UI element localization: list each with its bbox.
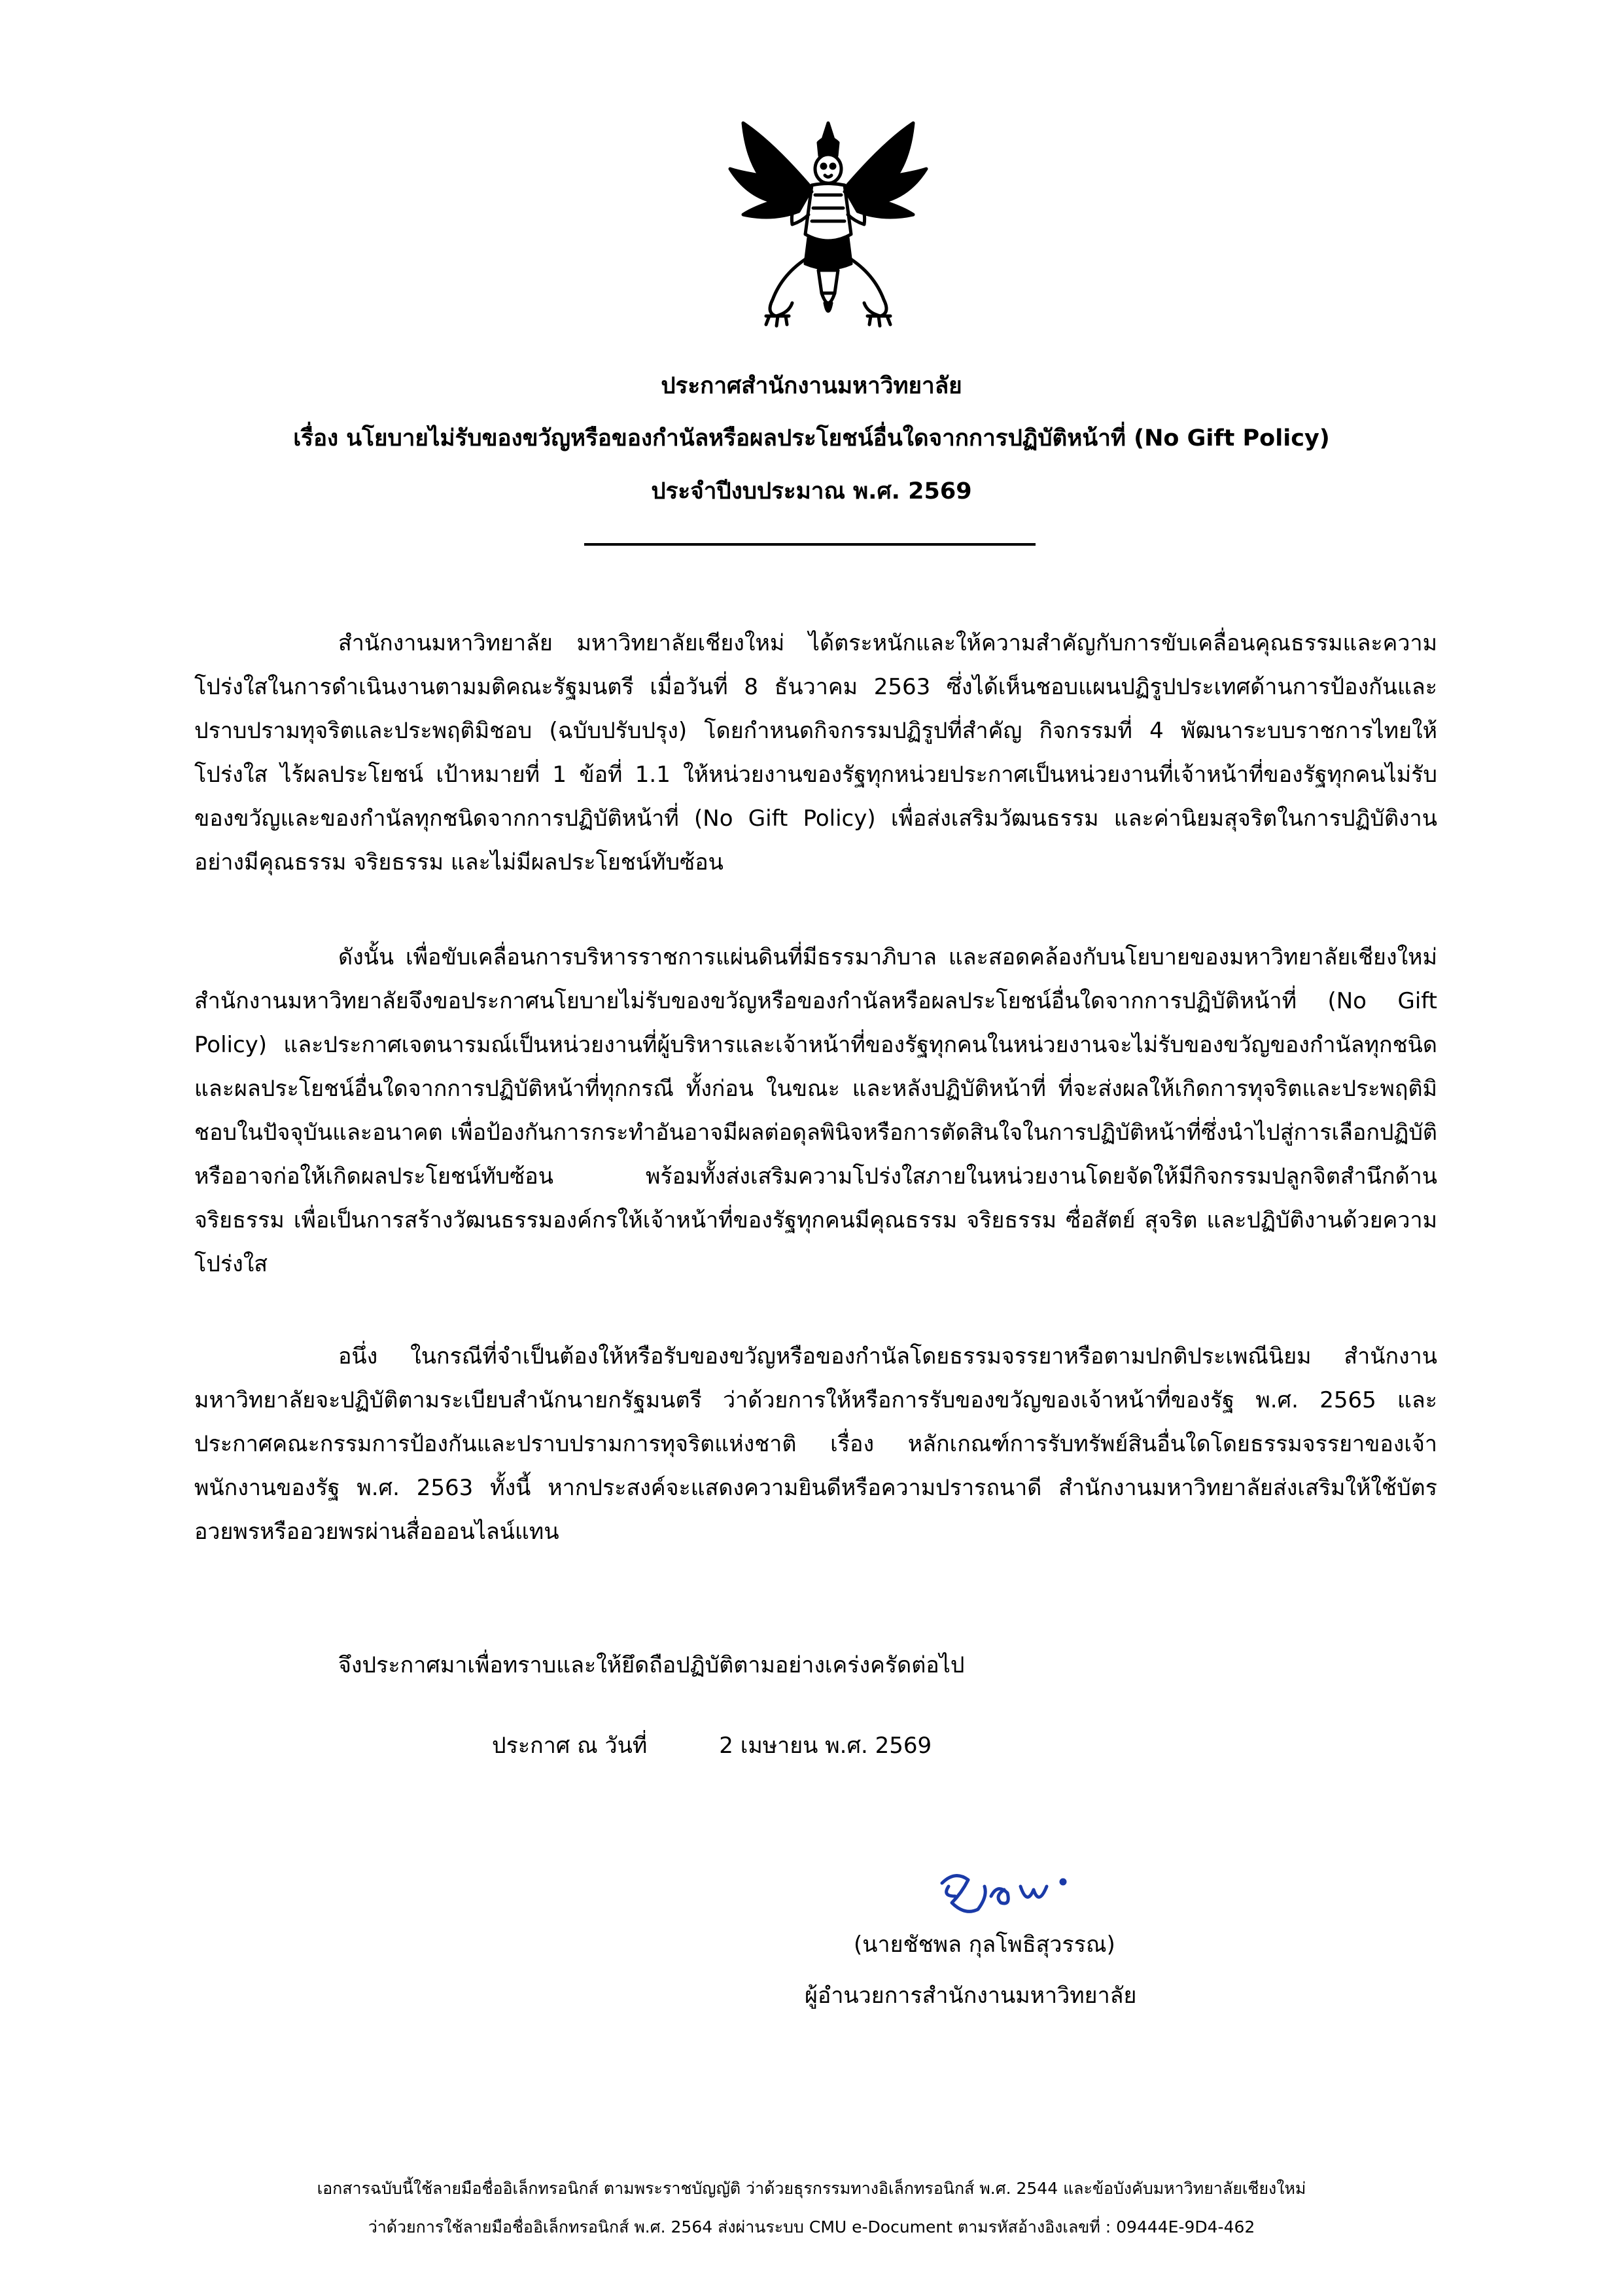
signer-name: (นายชัชพล กุลโพธิสุวรรณ) <box>854 1932 1115 1958</box>
announcement-label: ประกาศ ณ วันที่ <box>492 1733 648 1759</box>
body-paragraph-1: สำนักงานมหาวิทยาลัย มหาวิทยาลัยเชียงใหม่ ได้ตระหนักและให้ความสำคัญกับการขับเคลื่อนคุณธรรมและความโปร่งใสในการดำเนินงานตามมติคณะรัฐมนตรี เมื่อวันที่ 8 ธันวาคม 2563 ซึ่งได้เห็นชอบแผนปฏิรูปประเทศด้านการป้องกันและปราบปรามทุจริตและประพฤติมิชอบ (ฉบับปรับปรุง) โดยกำหนดกิจกรรมปฏิรูปที่สำคัญ กิจกรรมที่ 4 พัฒนาระบบราชการไทยให้โปร่งใส ไร้ผลประโยชน์ เป้าหมายที่ 1 ข้อที่ 1.1 ให้หน่วยงานของรัฐทุกหน่วยประกาศเป็นหน่วยงานที่เจ้าหน้าที่ของรัฐทุกคนไม่รับของขวัญและของกำนัลทุกชนิดจากการปฏิบัติหน้าที่ (No Gift Policy) เพื่อส่งเสริมวัฒนธรรม และค่านิยมสุจริตในการปฏิบัติงานอย่างมีคุณธรรม จริยธรรม และไม่มีผลประโยชน์ทับซ้อน <box>194 630 1437 875</box>
body-paragraph-2: ดังนั้น เพื่อขับเคลื่อนการบริหารราชการแผ่นดินที่มีธรรมาภิบาล และสอดคล้องกับนโยบายของมหาวิทยาลัยเชียงใหม่ สำนักงานมหาวิทยาลัยจึงขอประกาศนโยบายไม่รับของขวัญหรือของกำนัลหรือผลประโยชน์อื่นใดจากการปฏิบัติหน้าที่ (No Gift Policy) และประกาศเจตนารมณ์เป็นหน่วยงานที่ผู้บริหารและเจ้าหน้าที่ของรัฐทุกคนในหน่วยงานจะไม่รับของขวัญของกำนัลทุกชนิด และผลประโยชน์อื่นใดจากการปฏิบัติหน้าที่ทุกกรณี ทั้งก่อน ในขณะ และหลังปฏิบัติหน้าที่ ที่จะส่งผลให้เกิดการทุจริตและประพฤติมิชอบในปัจจุบันและอนาคต เพื่อป้องกันการกระทำอันอาจมีผลต่อดุลพินิจหรือการตัดสินใจในการปฏิบัติหน้าที่ซึ่งนำไปสู่การเลือกปฏิบัติ หรืออาจก่อให้เกิดผลประโยชน์ทับซ้อน พร้อมทั้งส่งเสริมความโปร่งใสภายในหน่วยงานโดยจัดให้มีกิจกรรมปลูกจิตสำนึกด้านจริยธรรม เพื่อเป็นการสร้างวัฒนธรรมองค์กรให้เจ้าหน้าที่ของรัฐทุกคนมีคุณธรรม จริยธรรม ซื่อสัตย์ สุจริต และปฏิบัติงานด้วยความโปร่งใส <box>194 944 1437 1277</box>
announcement-date: 2 เมษายน พ.ศ. 2569 <box>719 1733 932 1759</box>
closing-statement: จึงประกาศมาเพื่อทราบและให้ยึดถือปฏิบัติตามอย่างเคร่งครัดต่อไป <box>338 1652 965 1678</box>
footer-line-1: เอกสารฉบับนี้ใช้ลายมือชื่ออิเล็กทรอนิกส์ ตามพระราชบัญญัติ ว่าด้วยธุรกรรมทางอิเล็กทรอนิกส์ พ.ศ. 2544 และข้อบังคับมหาวิทยาลัยเชียงใหม่ <box>317 2179 1306 2198</box>
handwritten-signature-icon <box>929 1857 1125 1929</box>
body-paragraph-3: อนึ่ง ในกรณีที่จำเป็นต้องให้หรือรับของขวัญหรือของกำนัลโดยธรรมจรรยาหรือตามปกติประเพณีนิยม สำนักงานมหาวิทยาลัยจะปฏิบัติตามระเบียบสำนักนายกรัฐมนตรี ว่าด้วยการให้หรือการรับของขวัญของเจ้าหน้าที่ของรัฐ พ.ศ. 2565 และประกาศคณะกรรมการป้องกันและปราบปรามการทุจริตแห่งชาติ เรื่อง หลักเกณฑ์การรับทรัพย์สินอื่นใดโดยธรรมจรรยาของเจ้าพนักงานของรัฐ พ.ศ. 2563 ทั้งนี้ หากประสงค์จะแสดงความยินดีหรือความปรารถนาดี สำนักงานมหาวิทยาลัยส่งเสริมให้ใช้บัตรอวยพรหรืออวยพรผ่านสื่อออนไลน์แทน <box>194 1343 1437 1545</box>
garuda-emblem-icon <box>727 116 930 332</box>
title-divider <box>584 543 1036 546</box>
footer-line-2: ว่าด้วยการใช้ลายมือชื่ออิเล็กทรอนิกส์ พ.ศ. 2564 ส่งผ่านระบบ CMU e-Document ตามรหัสอ้างอิงเลขที่ : 09444E-9D4-462 <box>368 2217 1255 2236</box>
document-subject: เรื่อง นโยบายไม่รับของขวัญหรือของกำนัลหรือผลประโยชน์อื่นใดจากการปฏิบัติหน้าที่ (No Gift Policy) <box>293 425 1330 451</box>
signer-position: ผู้อำนวยการสำนักงานมหาวิทยาลัย <box>805 1983 1137 2009</box>
announcement-line <box>492 1727 932 1763</box>
document-title: ประกาศสำนักงานมหาวิทยาลัย <box>661 373 962 399</box>
fiscal-year: ประจำปีงบประมาณ พ.ศ. 2569 <box>651 478 972 504</box>
